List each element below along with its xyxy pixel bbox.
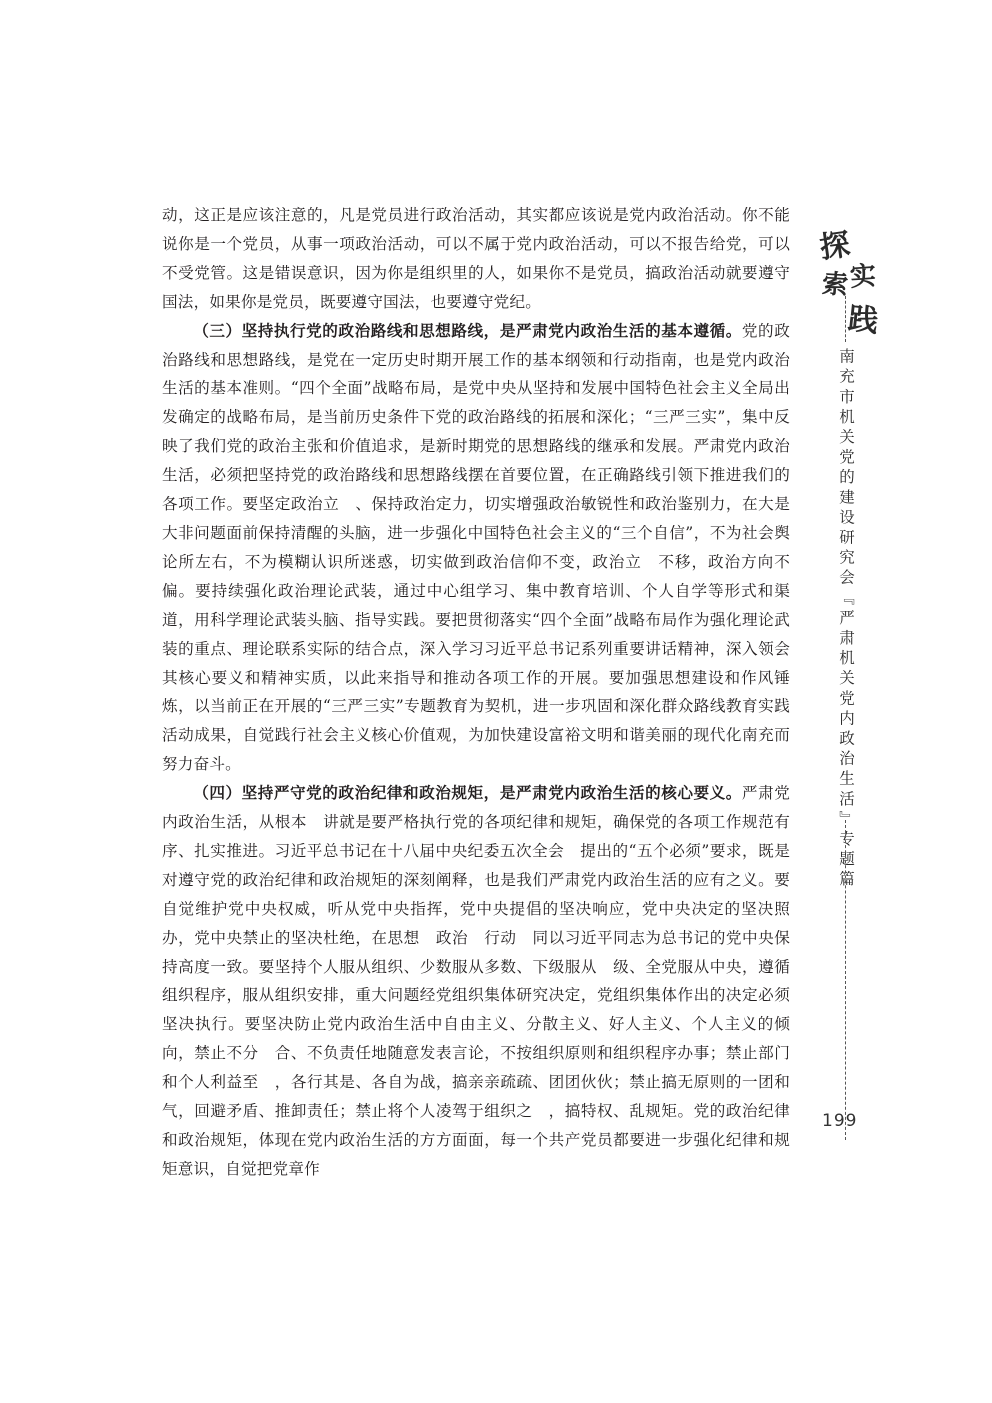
series-title-vertical: 南充市机关党的建设研究会『严肃机关党内政治生活』专题篇 — [837, 348, 855, 891]
brand-char: 索 — [820, 269, 850, 301]
brand-calligraphy-logo — [817, 227, 880, 344]
brand-char: 实 — [848, 261, 878, 293]
paragraph-section-four — [162, 779, 790, 1184]
paragraph-section-three — [162, 317, 790, 780]
brand-char: 践 — [846, 301, 880, 340]
dashed-divider-bottom — [845, 820, 846, 1140]
dashed-divider-top — [845, 296, 846, 342]
section-three-heading: （三）坚持执行党的政治路线和思想路线，是严肃党内政治生活的基本遵循。 — [193, 320, 742, 340]
page-body — [162, 201, 790, 1184]
section-three-text: 党的政治路线和思想路线，是党在一定历史时期开展工作的基本纲领和行动指南，也是党内政治生活的基本准则。“四个全面”战略布局，是党中央从坚持和发展中国特色社会主义全局出发确定的战略布局，是当前历史条件下党的政治路线的拓展和深化；“三严三实”，集中反映了我们党的政治主张和价值追求，是新时期党的思想路线的继承和发展。严肃党内政治生活，必须把坚持党的政治路线和思想路线摆在首要位置，在正确路线引领下推进我们的各项工作。要坚定政治立 、保持政治定力，切实增强政治敏锐性和政治鉴别力，在大是大非问题面前保持清醒的头脑，进一步强化中国特色社会主义的“三个自信”，不为社会舆论所左右，不为模糊认识所迷惑，切实做到政治信仰不变，政治立 不移，政治方向不偏。要持续强化政治理论武装，通过中心组学习、集中教育培训、个人自学等形式和渠道，用科学理论武装头脑、指导实践。要把贯彻落实“四个全面”战略布局作为强化理论武装的重点、理论联系实际的结合点，深入学习习近平总书记系列重要讲话精神，深入领会其核心要义和精神实质，以此来指导和推动各项工作的开展。要加强思想建设和作风锤炼，以当前正在开展的“三严三实”专题教育为契机，进一步巩固和深化群众路线教育实践活动成果，自觉践行社会主义核心价值观，为加快建设富裕文明和谐美丽的现代化南充而努力奋斗。 — [162, 321, 790, 774]
brand-char: 探 — [817, 227, 853, 266]
side-rail — [817, 200, 880, 1150]
section-four-text: 严肃党内政治生活，从根本 讲就是要严格执行党的各项纪律和规矩，确保党的各项工作规范有序、扎实推进。习近平总书记在十八届中央纪委五次全会 提出的“五个必须”要求，既是对遵守党的政治纪律和政治规矩的深刻阐释，也是我们严肃党内政治生活的应有之义。要自觉维护党中央权威，听从党中央指挥，党中央提倡的坚决响应，党中央决定的坚决照办，党中央禁止的坚决杜绝，在思想 政治 行动 同以习近平同志为总书记的党中央保持高度一致。要坚持个人服从组织、少数服从多数、下级服从 级、全党服从中央，遵循组织程序，服从组织安排，重大问题经党组织集体研究决定，党组织集体作出的决定必须坚决执行。要坚决防止党内政治生活中自由主义、分散主义、好人主义、个人主义的倾向，禁止不分 合、不负责任地随意发表言论，不按组织原则和组织程序办事；禁止部门和个人利益至 ，各行其是、各自为战，搞亲亲疏疏、团团伙伙；禁止搞无原则的一团和气，回避矛盾、推卸责任；禁止将个人凌驾于组织之 ，搞特权、乱规矩。党的政治纪律和政治规矩，体现在党内政治生活的方方面面，每一个共产党员都要进一步强化纪律和规矩意识，自觉把党章作 — [162, 784, 790, 1178]
page-number: 199 — [822, 1111, 858, 1131]
paragraph-continuation: 动，这正是应该注意的，凡是党员进行政治活动，其实都应该说是党内政治活动。你不能说你是一个党员，从事一项政治活动，可以不属于党内政治活动，可以不报告给党，可以不受党管。这是错误意识，因为你是组织里的人，如果你不是党员，搞政治活动就要遵守国法，如果你是党员，既要遵守国法，也要遵守党纪。 — [162, 206, 790, 311]
section-four-heading: （四）坚持严守党的政治纪律和政治规矩，是严肃党内政治生活的核心要义。 — [193, 783, 742, 803]
